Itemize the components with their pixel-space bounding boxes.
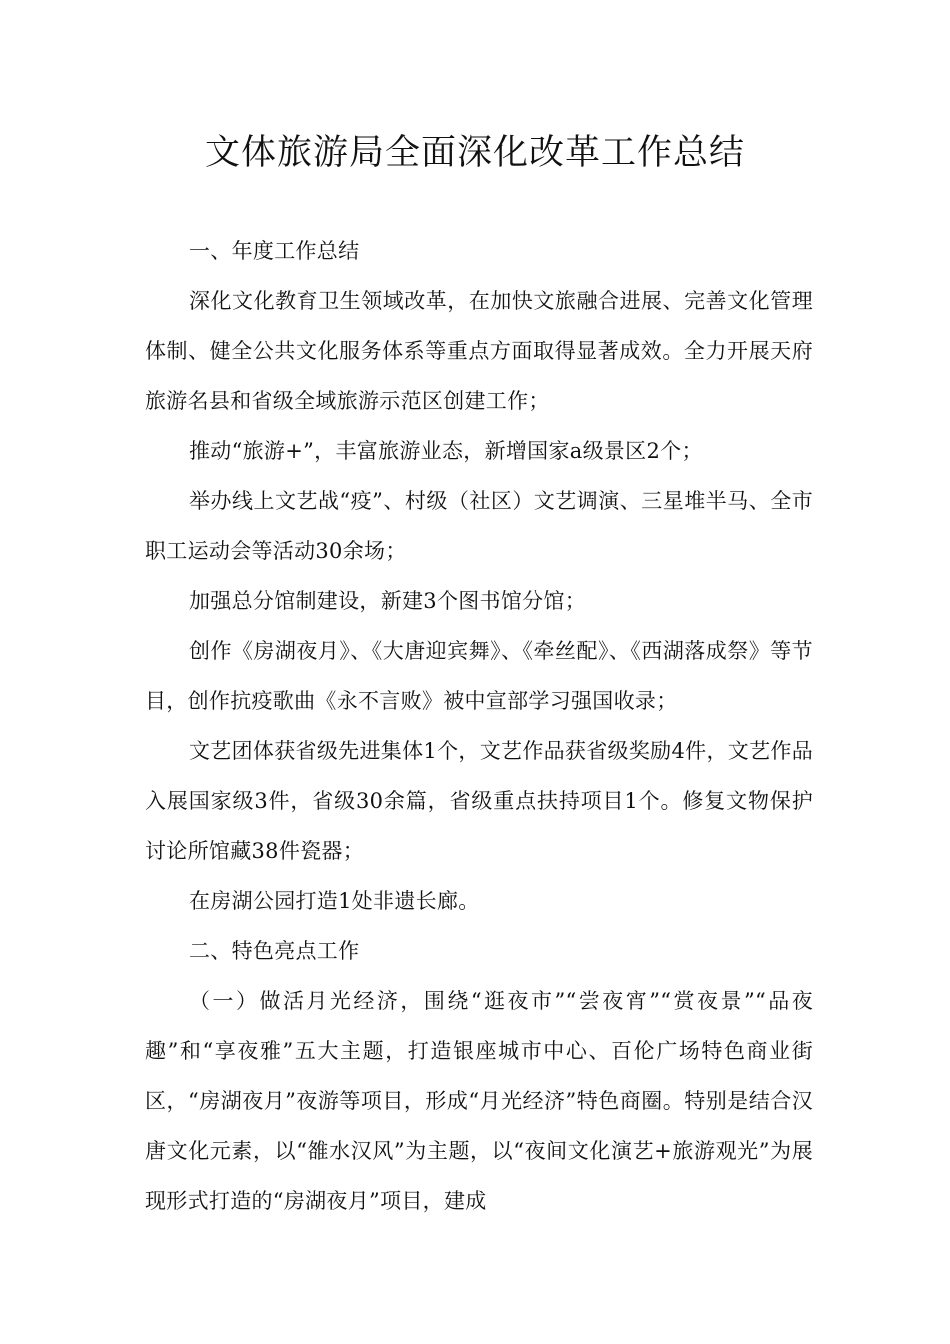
paragraph-moonlight-economy: （一）做活月光经济，围绕“逛夜市”“尝夜宵”“赏夜景”“品夜趣”和“享夜雅”五大主题，打造银座城市中心、百伦广场特色商业街区，“房湖夜月”夜游等项目，形成“月光经济”特色商圈。特别是结合汉唐文化元素，以“雒水汉风”为主题，以“夜间文化演艺+旅游观光”为展现形式打造的“房湖夜月”项目，建成 bbox=[145, 989, 813, 1213]
paragraph-activities: 举办线上文艺战“疫”、村级（社区）文艺调演、三星堆半马、全市职工运动会等活动30余场； bbox=[145, 489, 813, 563]
section-heading-annual-summary: 一、年度工作总结 bbox=[189, 239, 360, 263]
paragraph-reform-overview: 深化文化教育卫生领域改革，在加快文旅融合进展、完善文化管理体制、健全公共文化服务体系等重点方面取得显著成效。全力开展天府旅游名县和省级全域旅游示范区创建工作； bbox=[145, 289, 813, 413]
paragraph-library-branches: 加强总分馆制建设，新建3个图书馆分馆； bbox=[189, 589, 587, 613]
paragraph-awards: 文艺团体获省级先进集体1个，文艺作品获省级奖励4件，文艺作品入展国家级3件，省级30余篇，省级重点扶持项目1个。修复文物保护讨论所馆藏38件瓷器； bbox=[145, 739, 813, 863]
document-title: 文体旅游局全面深化改革工作总结 bbox=[204, 133, 745, 173]
document-body bbox=[145, 226, 813, 1226]
paragraph-tourism-plus: 推动“旅游+”，丰富旅游业态，新增国家a级景区2个； bbox=[189, 439, 703, 463]
paragraph-programs-created: 创作《房湖夜月》、《大唐迎宾舞》、《牵丝配》、《西湖落成祭》等节目，创作抗疫歌曲《永不言败》被中宣部学习强国收录； bbox=[145, 639, 813, 713]
section-heading-highlights: 二、特色亮点工作 bbox=[189, 939, 360, 963]
paragraph-heritage-corridor: 在房湖公园打造1处非遗长廊。 bbox=[189, 889, 480, 913]
